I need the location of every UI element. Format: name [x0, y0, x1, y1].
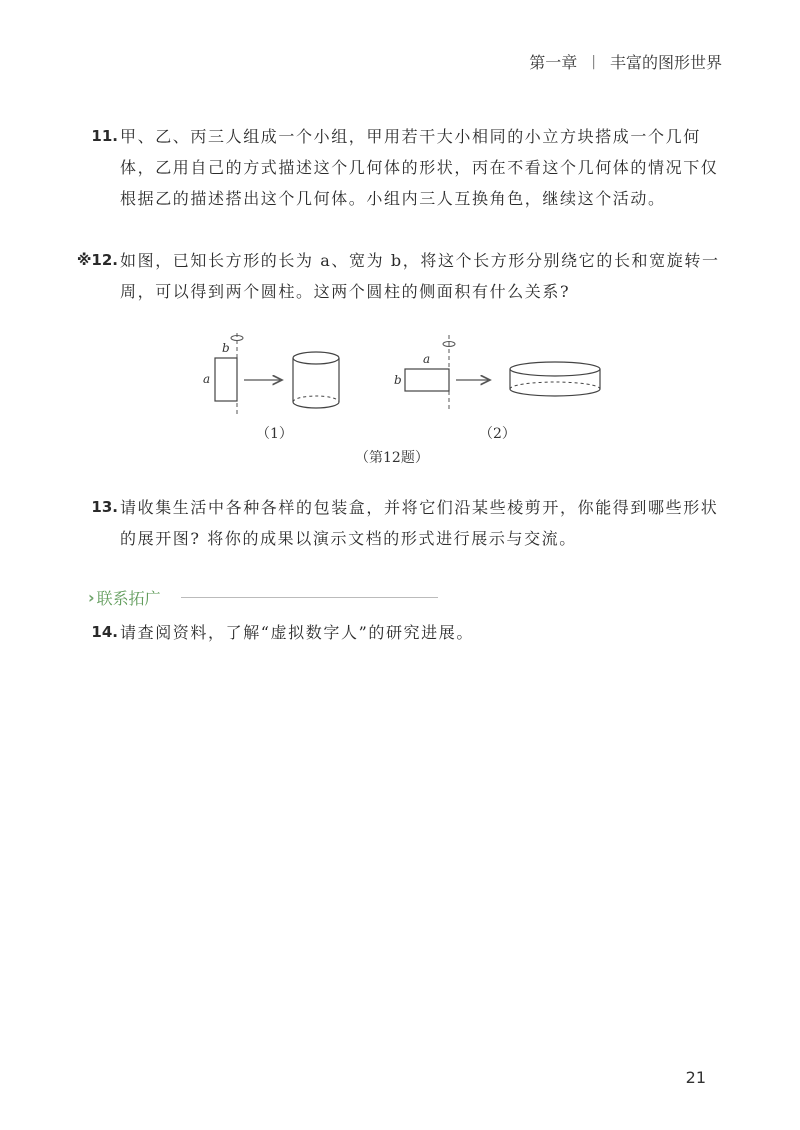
- rectangle-wide: [405, 369, 449, 391]
- section-divider: [181, 597, 438, 598]
- problem-text: 请查阅资料，了解“虚拟数字人”的研究进展。: [120, 623, 474, 642]
- figure-1: [203, 333, 339, 415]
- problem-14: [60, 617, 720, 648]
- label-b: b: [394, 373, 402, 387]
- page-header: [529, 50, 722, 73]
- page-number: 21: [685, 1068, 706, 1087]
- problem-number: 11.: [91, 127, 118, 145]
- problem-11: [60, 121, 720, 214]
- problem-13: [60, 492, 720, 554]
- section-title: 联系拓广: [96, 588, 161, 608]
- problem-number: 14.: [91, 623, 118, 641]
- problem-number: ※12.: [76, 251, 118, 269]
- problem-12: [60, 245, 720, 307]
- caption-2: （2）: [479, 426, 516, 442]
- chevron-right-icon: ›: [88, 587, 95, 607]
- figure-2: [394, 335, 600, 410]
- chapter-label: 第一章: [529, 53, 578, 72]
- rectangle-tall: [215, 358, 237, 401]
- label-b: b: [222, 341, 230, 355]
- caption-1: （1）: [256, 426, 293, 442]
- label-a: a: [203, 372, 211, 386]
- problem-12-figure: [0, 325, 800, 475]
- flat-cylinder: [510, 362, 600, 396]
- header-separator: |: [591, 53, 596, 70]
- tall-cylinder: [293, 352, 339, 408]
- section-heading: [88, 584, 438, 610]
- problem-text: 请收集生活中各种各样的包装盒，并将它们沿某些棱剪开，你能得到哪些形状的展开图? 将你的成果以演示文档的形式进行展示与交流。: [120, 498, 719, 548]
- chapter-title: 丰富的图形世界: [609, 53, 722, 72]
- problem-text: 如图，已知长方形的长为 a、宽为 b，将这个长方形分别绕它的长和宽旋转一周，可以得到两个圆柱。这两个圆柱的侧面积有什么关系?: [120, 251, 720, 301]
- figure-caption: （第12题）: [355, 450, 429, 466]
- problem-number: 13.: [91, 498, 118, 516]
- label-a: a: [423, 352, 431, 366]
- problem-text: 甲、乙、丙三人组成一个小组，甲用若干大小相同的小立方块搭成一个几何体，乙用自己的方式描述这个几何体的形状，丙在不看这个几何体的情况下仅根据乙的描述搭出这个几何体。小组内三人互换角色，继续这个活动。: [120, 127, 719, 208]
